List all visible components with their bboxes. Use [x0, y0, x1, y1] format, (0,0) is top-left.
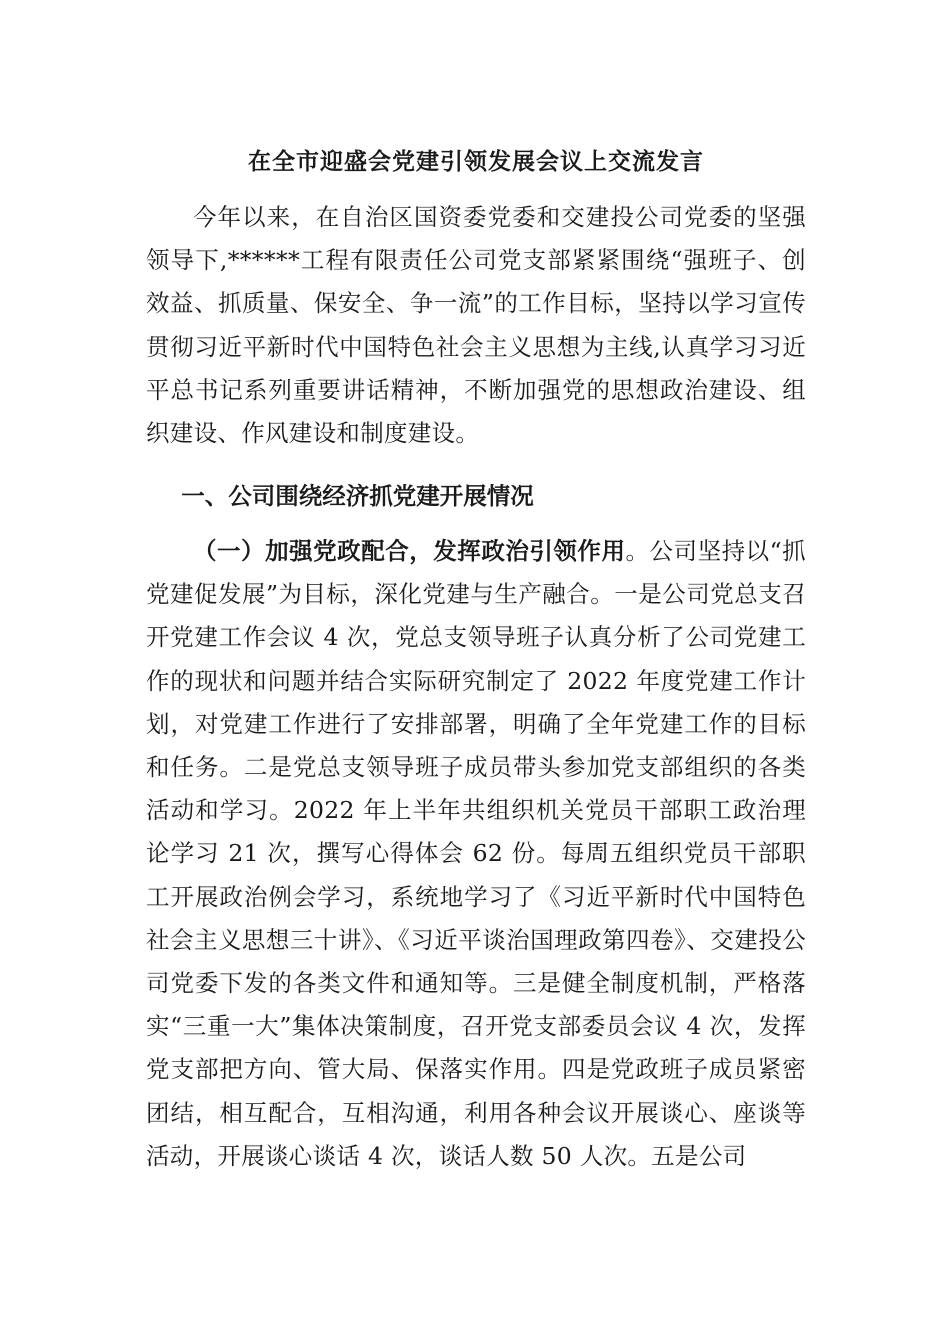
section-heading: 一、公司围绕经济抓党建开展情况 [181, 482, 534, 510]
subsection-body: 。公司坚持以“抓党建促发展”为目标，深化党建与生产融合。一是公司党总支召开党建工作会议 4 次，党总支领导班子认真分析了公司党建工作的现状和问题并结合实际研究制定了 2022 年度党建工作计划，对党建工作进行了安排部署，明确了全年党建工作的目标和任务。二是党总支领导班子成员带头参加党支部组织的各类活动和学习。2022 年上半年共组织机关党员干部职工政治理论学习 21 次，撰写心得体会 62 份。每周五组织党员干部职工开展政治例会学习，系统地学习了《习近平新时代中国特色社会主义思想三十讲》、《习近平谈治国理政第四卷》、交建投公司党委下发的各类文件和通知等。三是健全制度机制，严格落实“三重一大”集体决策制度，召开党支部委员会议 4 次，发挥党支部把方向、管大局、保落实作用。四是党政班子成员紧密团结，相互配合，互相沟通，利用各种会议开展谈心、座谈等活动，开展谈心谈话 4 次，谈话人数 50 人次。五是公司 [146, 537, 806, 1170]
subsection-paragraph [146, 530, 806, 1178]
subsection-lead: （一）加强党政配合，发挥政治引领作用 [193, 537, 626, 565]
document-title: 在全市迎盛会党建引领发展会议上交流发言 [248, 148, 704, 175]
intro-paragraph: 今年以来，在自治区国资委党委和交建投公司党委的坚强领导下,******工程有限责任公司党支部紧紧围绕“强班子、创效益、抓质量、保安全、争一流”的工作目标，坚持以学习宣传贯彻习近平新时代中国特色社会主义思想为主线,认真学习习近平总书记系列重要讲话精神，不断加强党的思想政治建设、组织建设、作风建设和制度建设。 [146, 203, 806, 448]
